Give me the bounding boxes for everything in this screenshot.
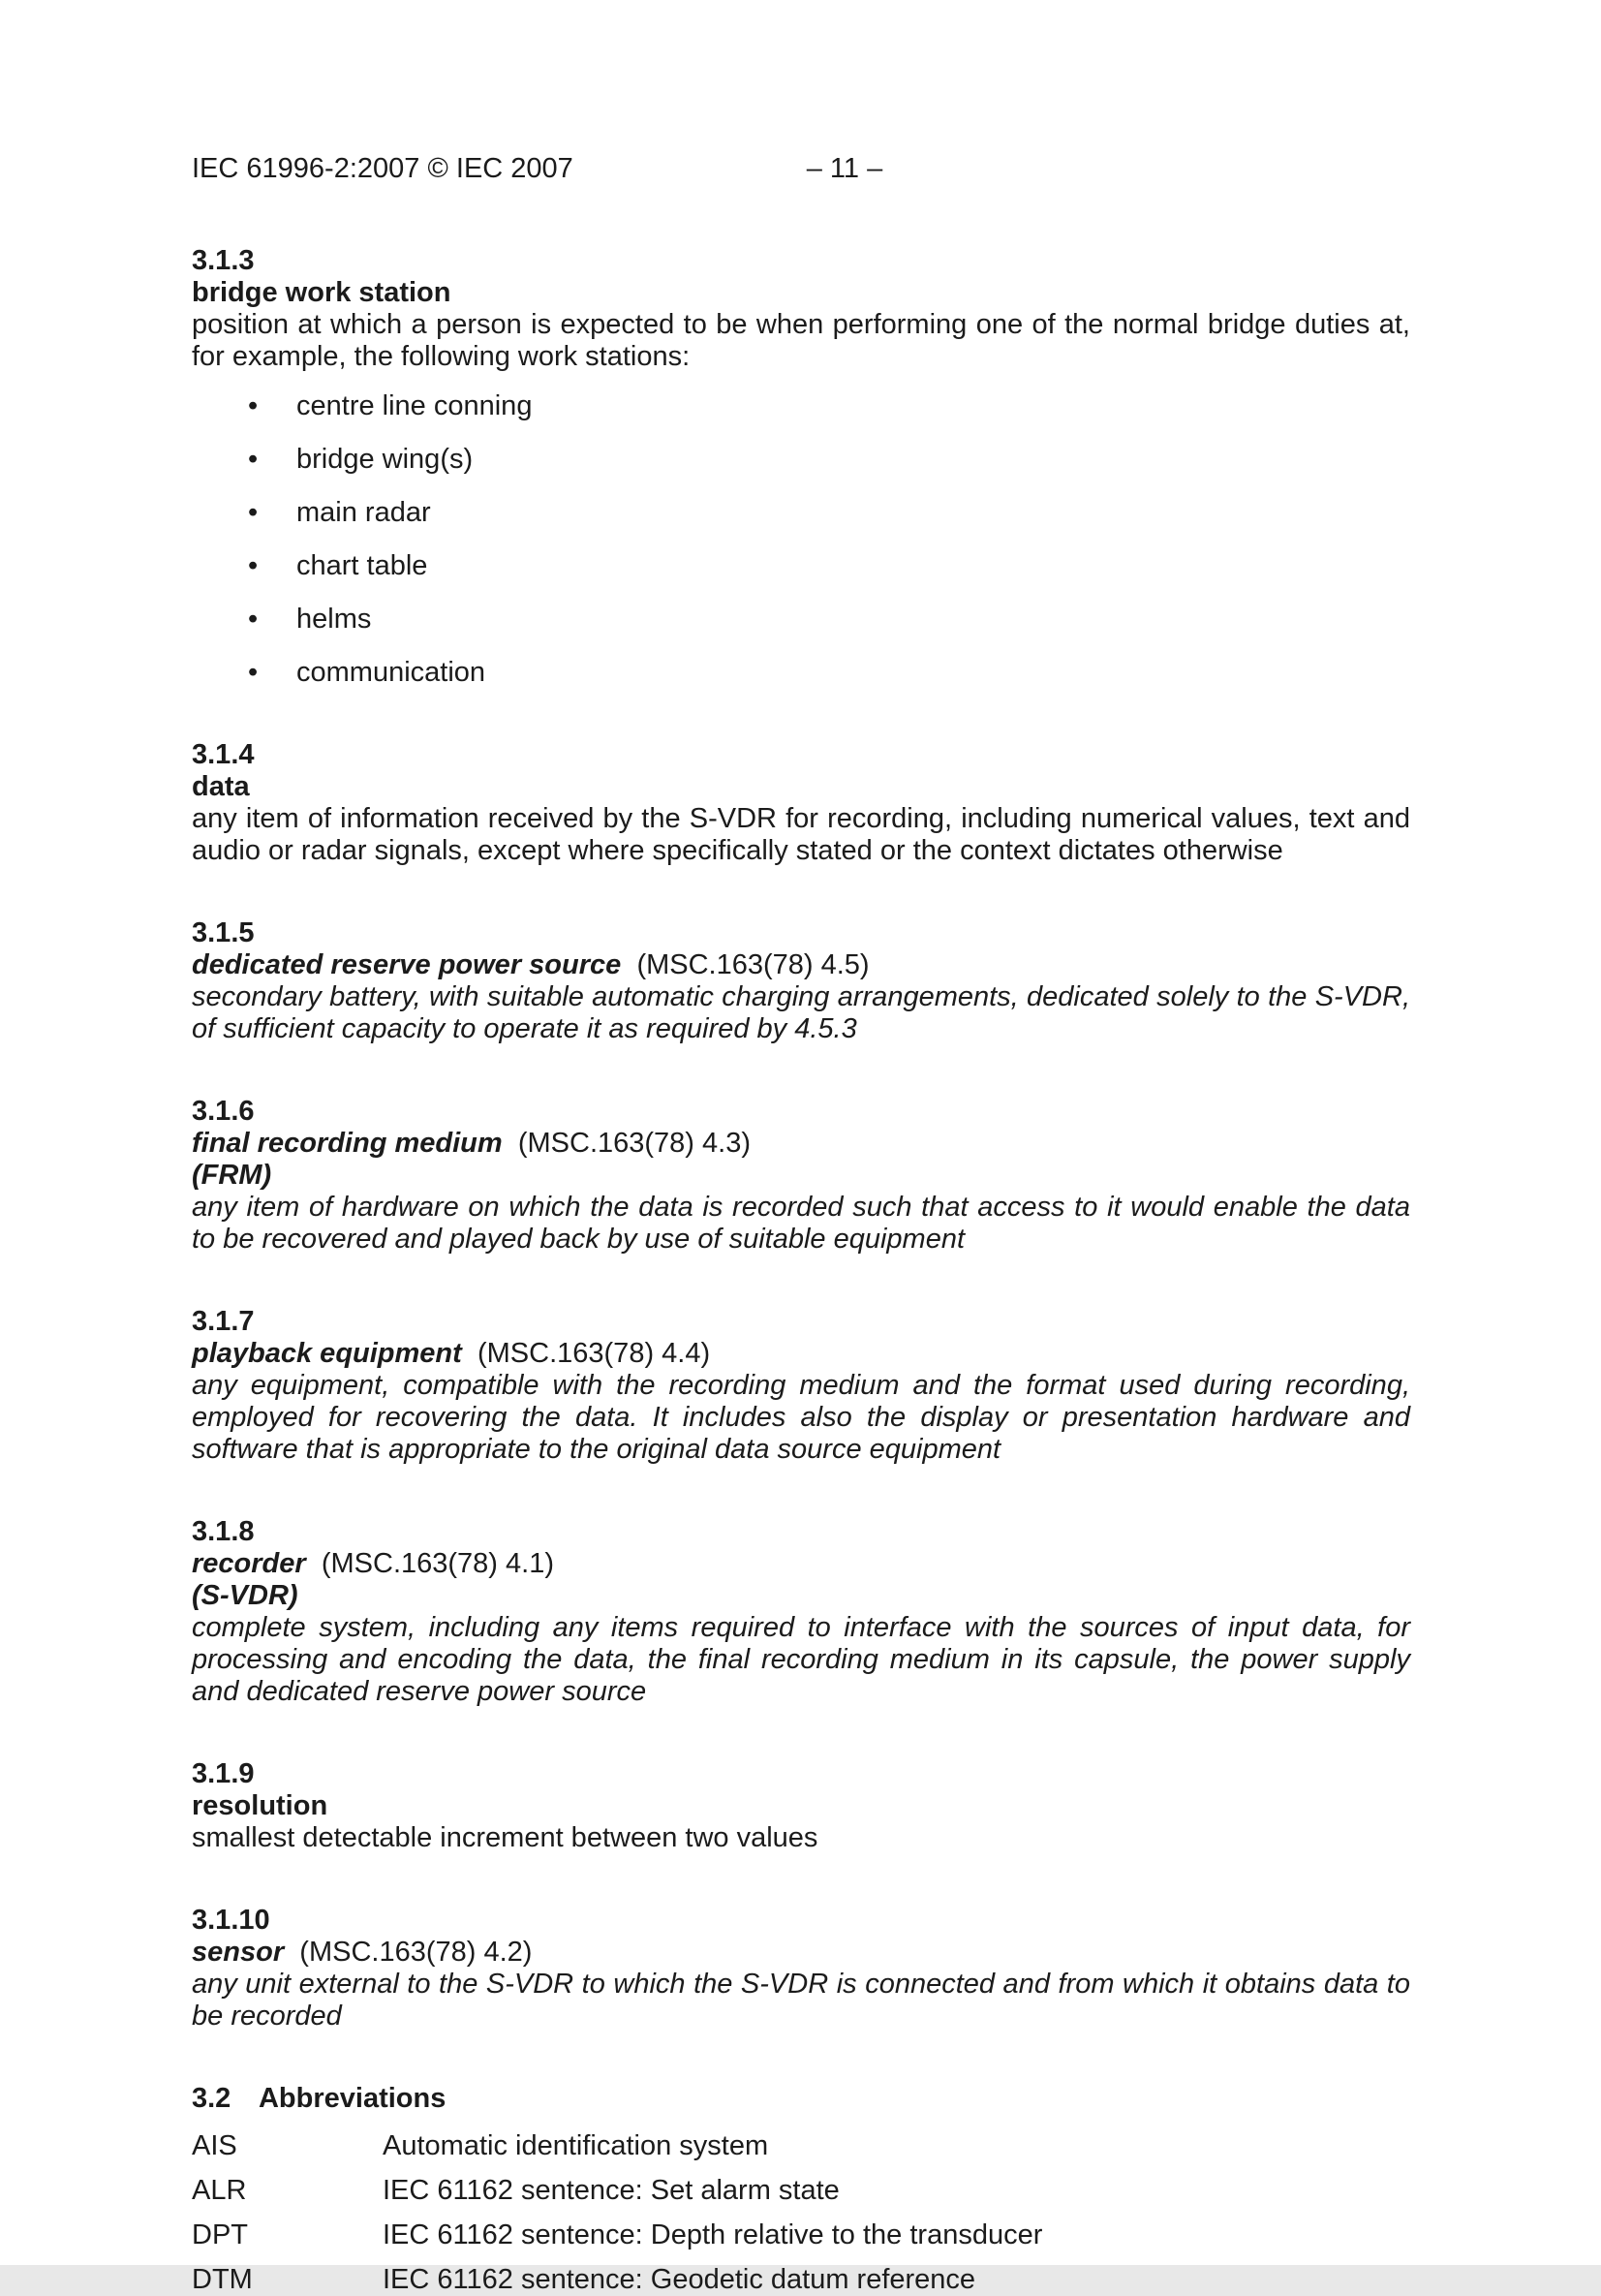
term-title: playback equipment <box>192 1338 462 1369</box>
bullet-list <box>192 390 1410 689</box>
section-number: 3.2 <box>192 2083 231 2114</box>
list-item-label: helms <box>296 604 372 635</box>
bullet-icon: • <box>248 550 259 581</box>
section-number: 3.1.10 <box>192 1905 270 1936</box>
abbreviations-list <box>192 2130 1410 2296</box>
definition-body: complete system, including any items required to interface with the sources of input data, for processing and encoding the data, the final recording medium in its capsule, the power supply and dedicated reserve power source <box>192 1612 1410 1707</box>
section-3-1-5 <box>192 917 1410 1045</box>
term-reference: (MSC.163(78) 4.4) <box>477 1338 711 1369</box>
section-3-1-3 <box>192 245 1410 689</box>
page-number: – 11 – <box>806 153 883 184</box>
list-item-label: main radar <box>296 497 431 528</box>
term-line <box>192 1338 1410 1370</box>
term-line <box>192 1937 1410 1969</box>
definition-body: smallest detectable increment between two values <box>192 1822 818 1853</box>
list-item <box>192 444 1410 476</box>
term-title: resolution <box>192 1790 328 1821</box>
term-reference: (MSC.163(78) 4.5) <box>636 949 870 980</box>
section-number: 3.1.6 <box>192 1096 255 1127</box>
term-reference: (MSC.163(78) 4.3) <box>517 1128 751 1159</box>
bullet-icon: • <box>248 497 259 528</box>
abbreviation-term: AIS <box>192 2130 237 2161</box>
term-reference: (MSC.163(78) 4.2) <box>299 1937 533 1968</box>
abbreviation-term: DTM <box>192 2264 253 2295</box>
list-item <box>192 657 1410 689</box>
section-3-1-6 <box>192 1096 1410 1256</box>
abbreviations-title: Abbreviations <box>258 2083 446 2114</box>
section-3-1-8 <box>192 1516 1410 1708</box>
running-header <box>192 153 1410 185</box>
term-title: bridge work station <box>192 277 451 308</box>
list-item-label: centre line conning <box>296 390 533 421</box>
section-3-1-9 <box>192 1758 1410 1854</box>
list-item-label: chart table <box>296 550 428 581</box>
abbreviation-row <box>192 2219 1410 2251</box>
term-line <box>192 1548 1410 1580</box>
section-number: 3.1.7 <box>192 1306 255 1337</box>
abbreviation-definition: Automatic identification system <box>383 2130 769 2161</box>
section-3-1-7 <box>192 1306 1410 1466</box>
section-number: 3.1.3 <box>192 245 255 276</box>
definition-body: secondary battery, with suitable automatic charging arrangements, dedicated solely to the S-VDR, of sufficient capacity to operate it as required by 4.5.3 <box>192 981 1410 1044</box>
abbreviation-definition: IEC 61162 sentence: Set alarm state <box>383 2175 840 2206</box>
section-number: 3.1.8 <box>192 1516 255 1547</box>
definition-body: any equipment, compatible with the recording medium and the format used during recording, employed for recovering the data. It includes also the display or presentation hardware and software that is appropriate to the original data source equipment <box>192 1370 1410 1465</box>
abbreviation-definition: IEC 61162 sentence: Depth relative to the transducer <box>383 2219 1043 2250</box>
term-line <box>192 949 1410 981</box>
term-line <box>192 1128 1410 1160</box>
term-abbreviation: (S-VDR) <box>192 1580 298 1611</box>
list-item-label: communication <box>296 657 486 688</box>
abbreviation-row <box>192 2264 1410 2296</box>
bullet-icon: • <box>248 604 259 635</box>
abbreviation-definition: IEC 61162 sentence: Geodetic datum reference <box>383 2264 976 2295</box>
definition-body: any item of information received by the S-VDR for recording, including numerical values, text and audio or radar signals, except where specifically stated or the context dictates otherwise <box>192 803 1410 866</box>
list-item <box>192 497 1410 529</box>
list-item-label: bridge wing(s) <box>296 444 474 475</box>
abbreviation-row <box>192 2175 1410 2207</box>
section-number: 3.1.4 <box>192 739 255 770</box>
abbreviation-term: ALR <box>192 2175 247 2206</box>
list-item <box>192 550 1410 582</box>
term-title: dedicated reserve power source <box>192 949 622 980</box>
definition-body: position at which a person is expected to be when performing one of the normal bridge duties at, for example, the following work stations: <box>192 309 1410 372</box>
bullet-icon: • <box>248 390 259 421</box>
abbreviation-term: DPT <box>192 2219 248 2250</box>
section-3-1-4 <box>192 739 1410 867</box>
section-number: 3.1.9 <box>192 1758 255 1789</box>
definition-body: any unit external to the S-VDR to which the S-VDR is connected and from which it obtains data to be recorded <box>192 1969 1410 2032</box>
term-title: recorder <box>192 1548 306 1579</box>
definition-body: any item of hardware on which the data is recorded such that access to it would enable the data to be recovered and played back by use of suitable equipment <box>192 1192 1410 1255</box>
section-number: 3.1.5 <box>192 917 255 948</box>
term-title: sensor <box>192 1937 285 1968</box>
term-reference: (MSC.163(78) 4.1) <box>321 1548 554 1579</box>
term-title: final recording medium <box>192 1128 503 1159</box>
section-3-1-10 <box>192 1905 1410 2032</box>
abbreviations-heading <box>192 2083 1410 2115</box>
bullet-icon: • <box>248 444 259 475</box>
term-title: data <box>192 771 250 802</box>
header-document-id: IEC 61996-2:2007 © IEC 2007 <box>192 153 573 184</box>
bullet-icon: • <box>248 657 259 688</box>
abbreviation-row <box>192 2130 1410 2162</box>
list-item <box>192 604 1410 636</box>
list-item <box>192 390 1410 422</box>
term-abbreviation: (FRM) <box>192 1160 272 1191</box>
